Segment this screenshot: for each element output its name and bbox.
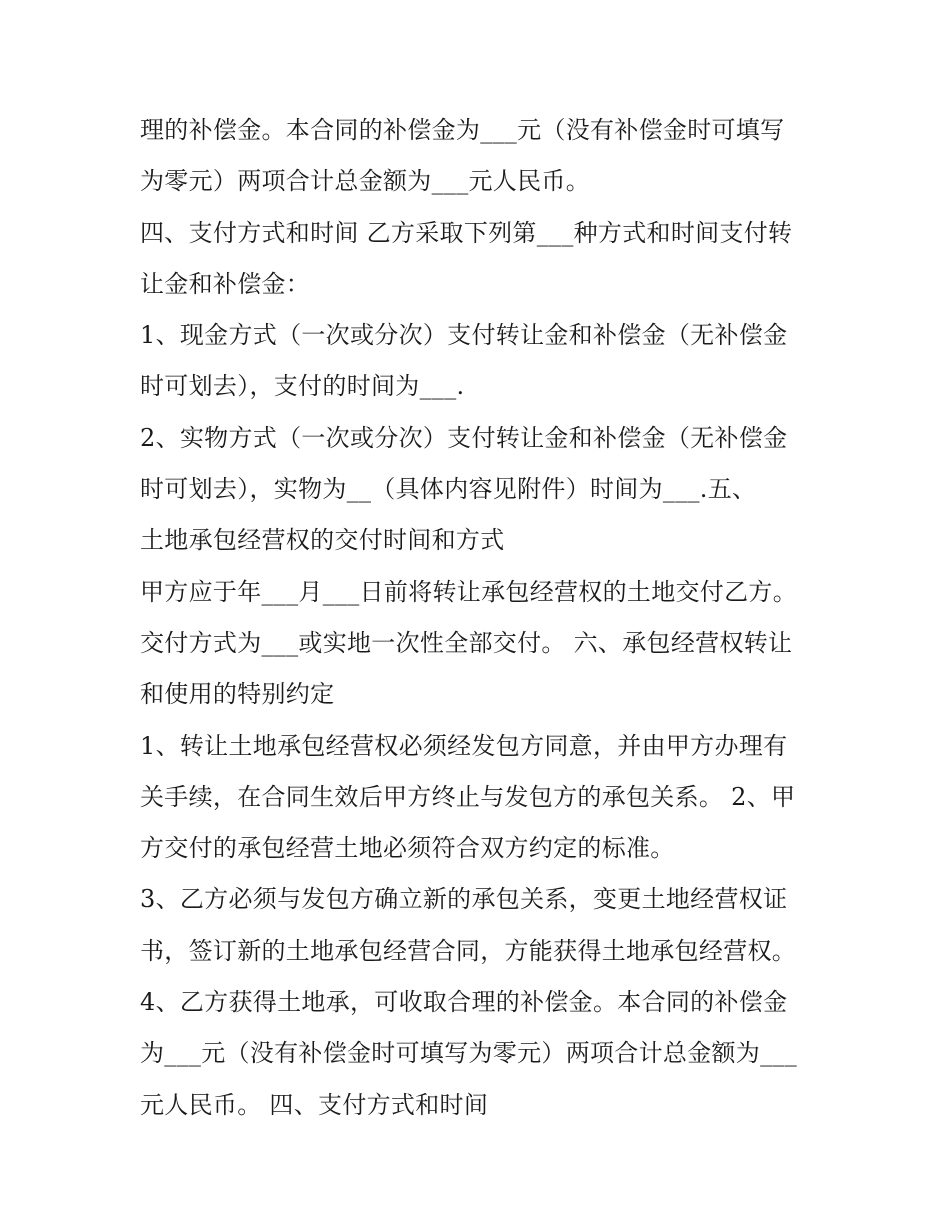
text-line: 土地承包经营权的交付时间和方式	[140, 526, 505, 555]
text-line: 时可划去），支付的时间为___.	[140, 372, 465, 401]
text-line: 理的补偿金。本合同的补偿金为___元（没有补偿金时可填写	[140, 116, 785, 144]
text-line: 交付方式为___或实地一次性全部交付。 六、承包经营权转让	[140, 628, 793, 657]
text-line: 时可划去），实物为__（具体内容见附件）时间为___.五、	[140, 475, 757, 504]
text-line: 让金和补偿金：	[140, 269, 311, 298]
document-body	[140, 110, 820, 1136]
text-line: 和使用的特别约定	[140, 680, 335, 709]
text-line: 关手续，在合同生效后甲方终止与发包方的承包关系。 2、甲	[140, 782, 796, 811]
text-line: 3、乙方必须与发包方确立新的承包关系，变更土地经营权证	[140, 885, 788, 914]
text-line: 甲方应于年___月___日前将转让承包经营权的土地交付乙方。	[140, 577, 797, 606]
text-line: 四、支付方式和时间 乙方采取下列第___种方式和时间支付转	[140, 218, 793, 247]
text-line: 1、转让土地承包经营权必须经发包方同意，并由甲方办理有	[140, 731, 788, 760]
text-line: 书，签订新的土地承包经营合同，方能获得土地承包经营权。	[140, 936, 797, 965]
text-line: 1、现金方式（一次或分次）支付转让金和补偿金（无补偿金	[140, 321, 788, 350]
text-line: 为零元）两项合计总金额为___元人民币。	[140, 167, 590, 196]
text-line: 元人民币。 四、支付方式和时间	[140, 1090, 489, 1119]
text-line: 为___元（没有补偿金时可填写为零元）两项合计总金额为___	[140, 1039, 797, 1068]
text-line: 4、乙方获得土地承，可收取合理的补偿金。本合同的补偿金	[140, 988, 788, 1017]
text-line: 2、实物方式（一次或分次）支付转让金和补偿金（无补偿金	[140, 423, 788, 452]
text-line: 方交付的承包经营土地必须符合双方约定的标准。	[140, 834, 675, 863]
